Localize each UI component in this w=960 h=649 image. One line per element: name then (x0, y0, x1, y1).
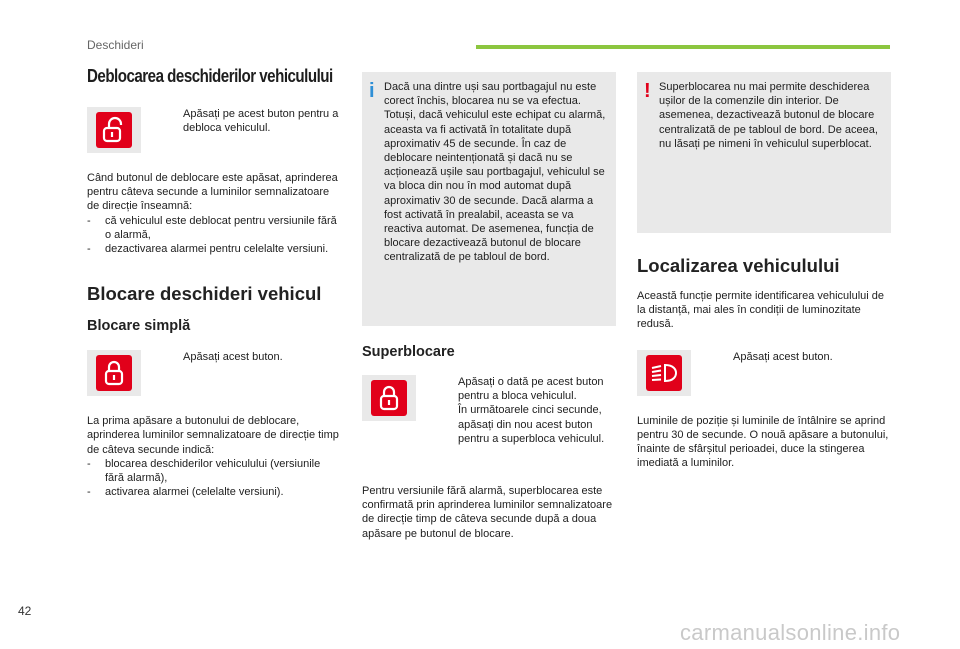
list-item: - dezactivarea alarmei pentru celelalte versiuni. (87, 243, 329, 256)
info-icon: i (369, 80, 375, 102)
warning-note-text: Superblocarea nu mai permite deschiderea ușilor de la comenzile din interior. De asemenea, dezactivează butonul de blocare centralizată de pe tabloul de bord. De aceea, nu lăsați pe nimeni în vehiculul superblocat. (659, 81, 878, 150)
superlock-paragraph: Pentru versiunile fără alarmă, superblocarea este confirmată prin aprinderea luminilor semnalizatoare de direcție timp de câteva secunde după a doua apăsare pe butonul de blocare. (362, 485, 613, 540)
info-note (362, 72, 616, 326)
superlock-instruction (362, 375, 616, 446)
middle-column (362, 72, 616, 541)
simple-lock-paragraph: La prima apăsare a butonului de deblocare, aprinderea luminilor semnalizatoare de direcție timp de câteva secunde indică: (87, 415, 339, 456)
list-item: - blocarea deschiderilor vehiculului (versiunile fără alarmă), (87, 457, 321, 485)
locate-after-paragraph: Luminile de poziție și luminile de întâlnire se aprind pentru 30 de secunde. O nouă apăsare a butonului, înainte de sfârșitul perioadei, duce la stingerea imediată a luminilor. (637, 414, 889, 470)
warning-icon: ! (644, 80, 651, 102)
unlock-bullet: Apăsați pe acest buton pentru a debloca vehiculul. (183, 108, 339, 135)
list-item: - activarea alarmei (celelalte versiuni). (87, 486, 284, 499)
superlock-bullet: În următoarele cinci secunde, apăsați din nou acest buton pentru a superbloca vehiculul. (458, 404, 605, 445)
unlock-padlock-icon (101, 116, 127, 144)
locate-paragraph: Această funcție permite identificarea vehiculului de la distanță, mai ales în condiții de luminozitate redusă. (637, 290, 885, 331)
headlamp-button-picture (637, 350, 691, 396)
unlock-instruction (87, 107, 341, 153)
header-accent-bar (476, 45, 890, 49)
locate-bullet: Apăsați acest buton. (733, 350, 833, 363)
headlamp-icon (650, 362, 678, 384)
unlock-section-title: Deblocarea deschiderilor vehiculului (87, 66, 333, 86)
warning-note (637, 72, 891, 233)
simple-lock-list (87, 457, 341, 500)
superlock-bullet: Apăsați o dată pe acest buton pentru a bloca vehiculul. (458, 376, 604, 403)
section-label: Deschideri (87, 38, 144, 52)
lock-padlock-icon (377, 384, 401, 412)
unlock-list (87, 214, 341, 257)
unlock-button-picture (87, 107, 141, 153)
info-note-text: Dacă una dintre uși sau portbagajul nu este corect închis, blocarea nu se va efectua. Totuși, dacă vehiculul este echipat cu alarmă, aceasta va fi activată în totalitate după aproximativ 45 de secunde. În caz de deblocare neintenționată și dacă nu se acționează ușile sau portbagajul, vehiculul se va bloca din nou în mod automat după aproximativ 30 de secunde. Dacă alarma a fost activată în prealabil, aceasta se va reactiva automat. De asemenea, funcția de blocare dezactivează butonul de blocare centralizată de pe tabloul de bord. (384, 81, 606, 264)
lock-padlock-icon (102, 359, 126, 387)
locate-instruction (637, 350, 891, 396)
lock-button-picture (362, 375, 416, 421)
unlock-paragraph: Când butonul de deblocare este apăsat, aprinderea pentru câteva secunde a luminilor semnalizatoare de direcție înseamnă: (87, 172, 338, 213)
watermark: carmanualsonline.info (680, 620, 901, 645)
simple-lock-instruction (87, 350, 341, 396)
simple-lock-bullet: Apăsați acest buton. (183, 351, 283, 364)
superlock-title: Superblocare (362, 344, 455, 360)
lock-button-picture (87, 350, 141, 396)
locate-section-title: Localizarea vehiculului (637, 255, 840, 276)
simple-lock-title: Blocare simplă (87, 318, 191, 335)
list-item: - că vehiculul este deblocat pentru versiunile fără o alarmă, (87, 214, 337, 241)
lock-section-title: Blocare deschideri vehicul (87, 283, 322, 305)
page-number: 42 (18, 604, 32, 618)
right-column (637, 72, 891, 470)
left-column (87, 66, 341, 499)
